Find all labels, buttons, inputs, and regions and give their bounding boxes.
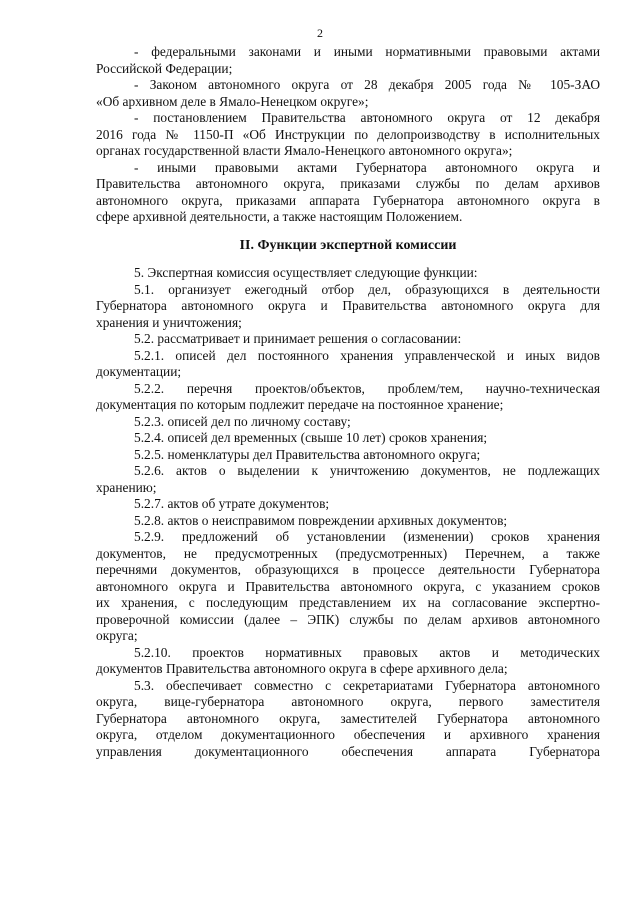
page-number: 2 <box>317 26 323 40</box>
text-line: 5.2.3. описей дел по личному составу; <box>134 413 351 429</box>
list-item <box>96 44 600 77</box>
text-line: перечнями документов, образующихся в процессе деятельности Губернатора <box>96 562 600 577</box>
clause-5-2-10 <box>96 645 600 678</box>
text-line: 5.2.8. актов о неисправимом повреждении архивных документов; <box>134 512 508 528</box>
clause-5-2-8 <box>96 513 600 530</box>
text-line: 5.2.5. номенклатуры дел Правительства автономного округа; <box>134 446 481 462</box>
text-line: документов Правительства автономного округа в сфере архивного дела; <box>96 661 508 676</box>
text-line: сфере архивной деятельности, а также настоящим Положением. <box>96 209 463 224</box>
text-line: документации; <box>96 364 182 379</box>
text-line: - постановлением Правительства автономного округа от 12 декабря <box>134 110 600 125</box>
clause-5 <box>96 265 600 282</box>
text-line: - федеральными законами и иными нормативными правовыми актами <box>134 44 600 59</box>
text-line: автономного округа, приказами аппарата Губернатора автономного округа в <box>96 192 600 208</box>
text-line: их хранения, с последующим представлением их на согласование экспертно- <box>96 595 600 610</box>
text-line: - иными правовыми актами Губернатора автономного округа и <box>134 159 600 175</box>
clause-5-2-7 <box>96 496 600 513</box>
text-line: Губернатора автономного округа, заместителей Губернатора автономного <box>96 710 600 726</box>
text-line: 5.2.1. описей дел постоянного хранения управленческой и иных видов <box>134 347 600 363</box>
text-line: автономного округа и Правительства автономного округа, с указанием сроков <box>96 578 600 594</box>
text-line: 5.2.10. проектов нормативных правовых актов и методических <box>134 644 600 660</box>
text-line: Правительства автономного округа, приказами службы по делам архивов <box>96 176 600 191</box>
clause-5-2 <box>96 331 600 348</box>
text-line: «Об архивном деле в Ямало-Ненецком округе»; <box>96 93 369 109</box>
clause-5-3 <box>96 678 600 761</box>
list-item <box>96 77 600 110</box>
clause-5-2-2 <box>96 381 600 414</box>
text-line: - Законом автономного округа от 28 декабря 2005 года № 105-ЗАО <box>134 77 600 92</box>
text-line: 5.1. организует ежегодный отбор дел, образующихся в деятельности <box>134 281 600 297</box>
legal-basis-list <box>96 44 600 226</box>
text-line: округа, вице-губернатора автономного округа, первого заместителя <box>96 694 600 709</box>
text-line: органах государственной власти Ямало-Ненецкого автономного округа»; <box>96 143 513 158</box>
text-line: 5. Экспертная комиссия осуществляет следующие функции: <box>134 265 478 280</box>
text-line: округа; <box>96 628 138 643</box>
text-line: 5.2. рассматривает и принимает решения о согласовании: <box>134 331 462 346</box>
text-line: документация по которым подлежит передаче на постоянное хранение; <box>96 397 504 412</box>
clause-5-2-4 <box>96 430 600 447</box>
clause-5-2-1 <box>96 348 600 381</box>
text-line: округа, отделом документационного обеспечения и архивного хранения <box>96 727 600 742</box>
text-line: 5.2.6. актов о выделении к уничтожению документов, не подлежащих <box>134 463 600 478</box>
text-line: Российской Федерации; <box>96 60 233 76</box>
document-body <box>96 44 600 760</box>
text-line: 5.3. обеспечивает совместно с секретариатами Губернатора автономного <box>134 677 600 693</box>
text-line: хранения и уничтожения; <box>96 314 242 330</box>
text-line: 5.2.4. описей дел временных (свыше 10 лет) сроков хранения; <box>134 430 488 445</box>
text-line: Губернатора автономного округа и Правительства автономного округа для <box>96 298 600 313</box>
clause-5-2-3 <box>96 414 600 431</box>
text-line: управления документационного обеспечения аппарата Губернатора <box>96 743 600 759</box>
text-line: 5.2.7. актов об утрате документов; <box>134 496 330 511</box>
functions-list <box>96 265 600 760</box>
list-item <box>96 160 600 226</box>
list-item <box>96 110 600 160</box>
text-line: 2016 года № 1150-П «Об Инструкции по делопроизводству в исполнительных <box>96 126 600 142</box>
clause-5-2-6 <box>96 463 600 496</box>
text-line: 5.2.9. предложений об установлении (изменении) сроков хранения <box>134 529 600 544</box>
clause-5-2-5 <box>96 447 600 464</box>
text-line: хранению; <box>96 479 157 495</box>
clause-5-1 <box>96 282 600 332</box>
section-heading: II. Функции экспертной комиссии <box>239 237 457 253</box>
text-line: документов, не предусмотренных (предусмотренных) Перечнем, а также <box>96 545 600 561</box>
clause-5-2-9 <box>96 529 600 645</box>
text-line: 5.2.2. перечня проектов/объектов, проблем/тем, научно-техническая <box>134 380 600 396</box>
text-line: проверочной комиссии (далее – ЭПК) службы по делам архивов автономного <box>96 611 600 627</box>
